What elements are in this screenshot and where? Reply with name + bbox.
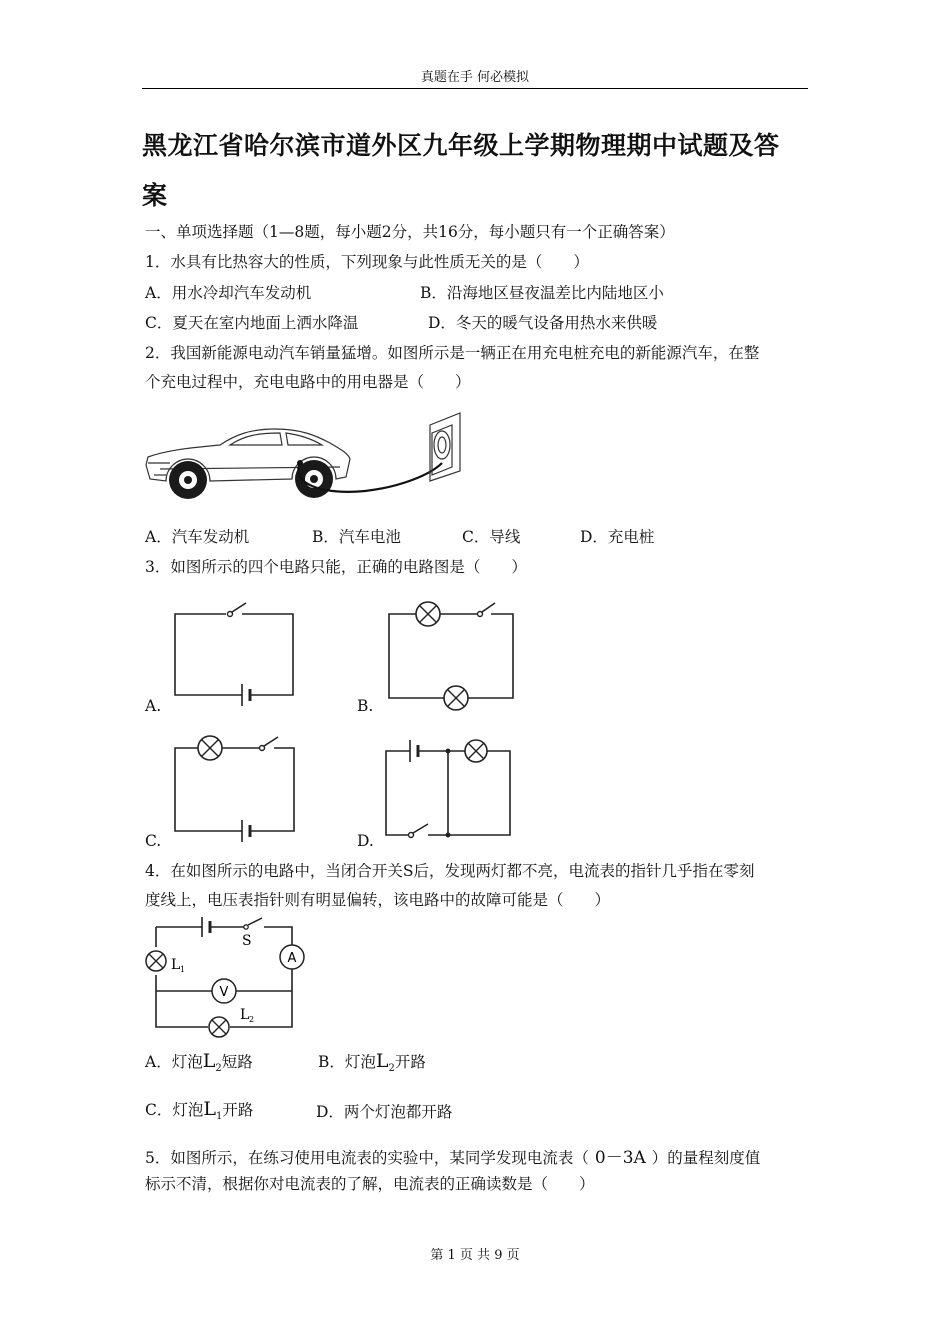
q3-label-b: B.	[357, 697, 374, 715]
voltmeter-label: V	[219, 985, 229, 1000]
lamp2-sub: 2	[249, 1015, 255, 1024]
lamp1-sub: 1	[180, 965, 186, 974]
document-title-line1: 黑龙江省哈尔滨市道外区九年级上学期物理期中试题及答	[142, 131, 780, 160]
q4-stem-line1: 4．在如图所示的电路中，当闭合开关S后，发现两灯都不亮，电流表的指针几乎指在零刻	[145, 862, 755, 880]
q1-option-d: D．冬天的暖气设备用热水来供暖	[428, 314, 658, 332]
circuit-d	[380, 735, 520, 845]
lamp1-label: L	[171, 957, 181, 973]
q5-stem-line2: 标示不清，根据你对电流表的了解，电流表的正确读数是（ ）	[145, 1175, 595, 1193]
lamp-icon	[416, 602, 440, 626]
car-charging-figure	[140, 405, 470, 505]
ammeter-label: A	[287, 951, 297, 966]
switch-icon	[409, 824, 429, 838]
q3-label-c: C.	[145, 832, 162, 850]
q4-option-a: A．灯泡$L_2$短路	[145, 1050, 253, 1075]
q1-option-b: B．沿海地区昼夜温差比内陆地区小	[420, 284, 664, 302]
switch-icon	[244, 918, 262, 929]
charging-station	[430, 413, 460, 481]
q2-option-b: B．汽车电池	[312, 528, 401, 546]
q4-stem-line2: 度线上，电压表指针则有明显偏转，该电路中的故障可能是（ ）	[145, 891, 611, 909]
page-footer: 第 1 页 共 9 页	[430, 1248, 520, 1263]
q2-stem-line2: 个充电过程中，充电电路中的用电器是（ ）	[145, 373, 471, 391]
q2-stem-line1: 2．我国新能源电动汽车销量猛增。如图所示是一辆正在用充电桩充电的新能源汽车，在整	[145, 344, 760, 362]
lamp-icon	[465, 740, 487, 762]
q2-option-c: C．导线	[462, 528, 521, 546]
switch-label: S	[242, 933, 252, 949]
q4-option-d: D．两个灯泡都开路	[316, 1103, 453, 1121]
document-title-line2: 案	[142, 181, 168, 210]
q1-stem: 1．水具有比热容大的性质，下列现象与此性质无关的是（ ）	[145, 253, 589, 271]
q2-option-d: D．充电桩	[580, 528, 655, 546]
battery-icon	[242, 820, 250, 842]
car-wheel-front	[169, 461, 207, 499]
lamp-icon	[146, 951, 166, 971]
page-header: 真题在手 何必模拟	[420, 70, 530, 85]
battery-icon	[410, 740, 418, 762]
circuit-b	[385, 600, 520, 715]
battery-icon	[202, 917, 210, 937]
q3-label-d: D.	[357, 832, 374, 850]
q3-stem: 3．如图所示的四个电路只能，正确的电路图是（ ）	[145, 558, 527, 576]
circuit-c	[170, 733, 300, 843]
q1-option-c: C．夏天在室内地面上洒水降温	[145, 314, 359, 332]
q4-option-b: B．灯泡$L_2$开路	[318, 1050, 426, 1075]
lamp2-label: L	[240, 1007, 250, 1023]
q4-option-c: C．灯泡$L_1$开路	[145, 1098, 254, 1123]
q1-option-a: A．用水冷却汽车发动机	[145, 284, 312, 302]
battery-icon	[242, 684, 250, 706]
section-heading: 一、单项选择题（1—8题，每小题2分，共16分，每小题只有一个正确答案）	[145, 223, 675, 241]
header-divider	[142, 88, 808, 89]
q3-label-a: A.	[145, 697, 162, 715]
lamp-icon	[444, 686, 468, 710]
circuit-q4	[140, 915, 310, 1040]
q2-option-a: A．汽车发动机	[145, 528, 250, 546]
lamp-icon	[209, 1017, 229, 1037]
circuit-a	[170, 600, 300, 710]
q5-stem-line1: 5．如图所示，在练习使用电流表的实验中，某同学发现电流表（ 0－3A ）的量程刻度值	[145, 1148, 761, 1168]
lamp-icon	[198, 736, 222, 760]
